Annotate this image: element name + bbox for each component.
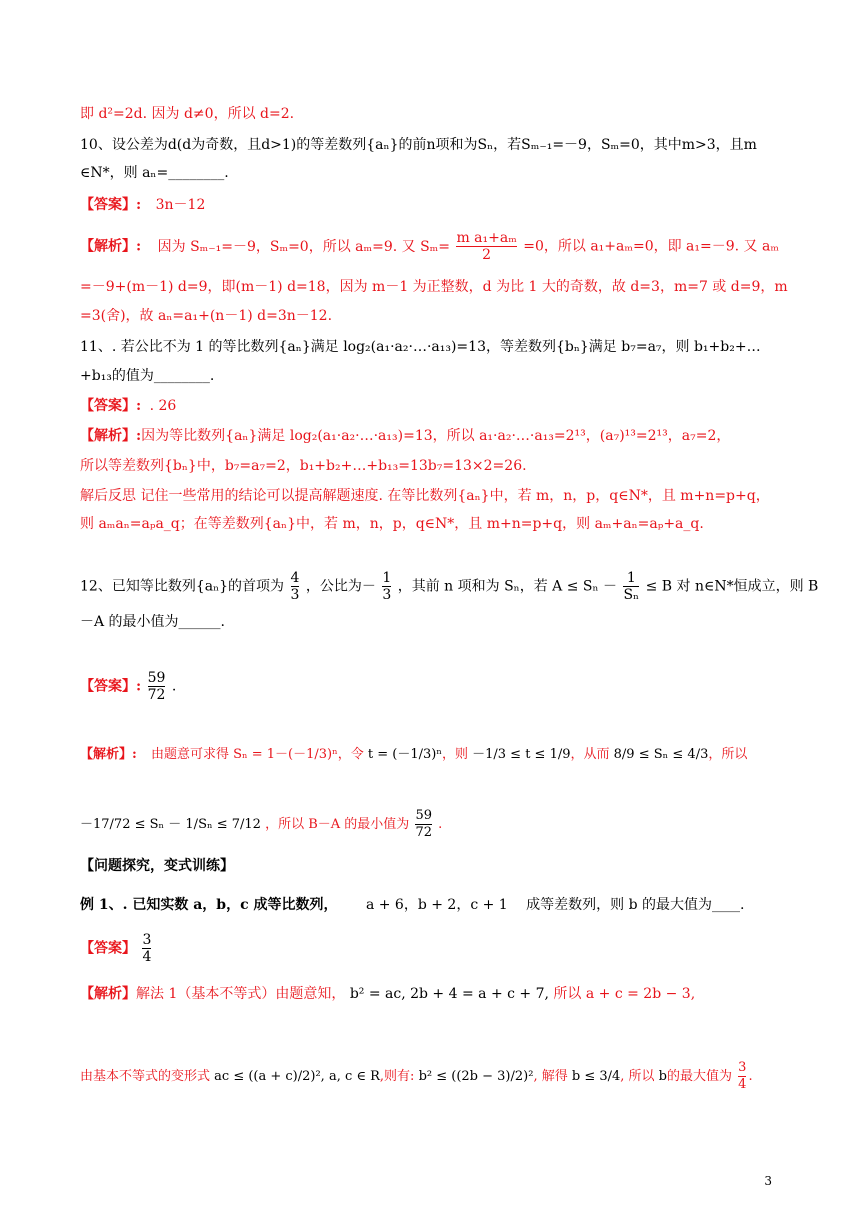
math-expression: －1/3 ≤ t ≤ 1/9 [472,747,571,762]
answer-value: . 26 [149,398,177,414]
ex1-solution-line2: 由基本不等式的变形式 ac ≤ ((a + c)/2)², a, c ∈ R,则有: b² ≤ ((2b − 3)/2)², 解得 b ≤ 3/4, 所以 b的最大值为 $\frac{3}{4}$ . [80,1060,753,1092]
solution-text: 因为 Sₘ₋₁=－9，Sₘ=0，所以 aₘ=9. 又 Sₘ= [157,238,450,255]
q11-solution-line3: 解后反思 记住一些常用的结论可以提高解题速度. 在等比数列{aₙ}中，若 m，n，p，q∈N*，且 m+n=p+q， [80,488,770,504]
solution-text: =0，所以 a₁+aₘ=0，即 a₁=－9. 又 aₘ [523,238,779,255]
math-expression: ac ≤ ((a + c)/2)², a, c ∈ R [214,1069,380,1084]
math-expression: 8/9 ≤ Sₙ ≤ 4/3 [613,747,709,762]
answer-label: 【答案】 [80,940,136,957]
math-expression: b² = ac, 2b + 4 = a + c + 7, [349,986,549,1002]
ex1-answer [80,932,153,965]
solution-text: ，所以 B－A 的最小值为 [265,817,410,832]
answer-label: 【答案】: [80,678,142,695]
question-text: ≤ B 对 n∈N*恒成立，则 B [645,578,819,595]
q11-solution-line2: 所以等差数列{bₙ}中，b₇=a₇=2，b₁+b₂+…+b₁₃=13b₇=13×2=26. [80,458,527,474]
q12-answer: 【答案】: $\frac{59}{72}$ . [80,670,177,703]
solution-label: 【解析】: [80,747,137,762]
fraction: $\frac{59}{72}$ [415,808,432,840]
math-expression: b ≤ 3/4 [571,1069,621,1084]
ex1-solution-line1 [80,984,695,1004]
page-number: 3 [764,1174,772,1188]
solution-label: 【解析】: [80,428,142,444]
fraction: $\frac{1}{3}$ [382,570,392,603]
q10-answer [80,195,205,215]
q10-line2: ∈N*，则 aₙ=________. [80,165,229,181]
q10-solution-line1 [80,230,779,263]
answer-fraction: $\frac{3}{4}$ [142,932,152,965]
solution-text: 所以 a + c = 2b − 3, [553,986,696,1002]
fraction: $\frac{1}{\text{Sₙ}}$ [623,570,640,603]
fraction: $\frac{\text{m a₁+aₘ}}{2}$ [456,230,517,263]
q11-solution-line4: 则 aₘaₙ=aₚa_q；在等差数列{aₙ}中，若 m，n，p，q∈N*，且 m+n=p+q，则 aₘ+aₙ=aₚ+a_q. [80,516,704,532]
q11-line1: 11、. 若公比不为 1 的等比数列{aₙ}满足 log₂(a₁·a₂·…·a₁₃)=13，等差数列{bₙ}满足 b₇=a₇，则 b₁+b₂+… [80,339,761,355]
q11-solution-line1 [80,426,730,446]
solution-label: 【解析】: [80,238,142,255]
q10-solution-line2: =－9+(m－1) d=9，即(m－1) d=18，因为 m－1 为正整数，d 为比 1 大的奇数，故 d=3，m=7 或 d=9，m [80,279,788,295]
solution-text: 解法 1（基本不等式）由题意知， [136,986,346,1002]
question-text: ，其前 n 项和为 Sₙ，若 A ≤ Sₙ － [397,578,618,595]
q12-solution-line2: －17/72 ≤ Sₙ － 1/Sₙ ≤ 7/12 ，所以 B－A 的最小值为 $\frac{59}{72}$ . [80,808,443,840]
q12-solution-line1: 【解析】: 由题意可求得 Sₙ = 1－(－1/3)ⁿ，令 t = (－1/3)ⁿ，则 －1/3 ≤ t ≤ 1/9，从而 8/9 ≤ Sₙ ≤ 4/3，所以 [80,747,748,762]
ex1-line1 [80,895,744,915]
q11-answer [80,396,176,416]
fraction: $\frac{4}{3}$ [290,570,300,603]
answer-label: 【答案】: [80,197,142,213]
math-expression: a + 6，b + 2，c + 1 [365,897,508,913]
question-text: 成等差数列，则 b 的最大值为____. [526,897,745,913]
question-text: ，公比为－ [305,578,376,595]
solution-text: 由基本不等式的变形式 [80,1069,211,1084]
answer-value: 3n－12 [155,197,206,213]
fraction: $\frac{3}{4}$ [738,1060,747,1092]
q10-line1: 10、设公差为d(d为奇数，且d>1)的等差数列{aₙ}的前n项和为Sₙ，若Sₘ₋₁=－9，Sₘ=0，其中m>3，且m [80,137,757,153]
q11-line2: +b₁₃的值为________. [80,368,215,384]
solution-text: 因为等比数列{aₙ}满足 log₂(a₁·a₂·…·a₁₃)=13，所以 a₁·a₂·…·a₁₃=2¹³，(a₇)¹³=2¹³，a₇=2， [141,428,731,444]
math-expression: －17/72 ≤ Sₙ － 1/Sₙ ≤ 7/12 [80,817,261,832]
question-text: 12、已知等比数列{aₙ}的首项为 [80,578,285,595]
q12-line1 [80,570,818,603]
q12-line2: －A 的最小值为______. [80,614,226,630]
solution-text: 由题意可求得 Sₙ = 1－(－1/3)ⁿ，令 [150,747,364,762]
math-expression: b [658,1069,667,1084]
math-expression: t = (－1/3)ⁿ [367,747,442,762]
answer-fraction: $\frac{59}{72}$ [147,670,166,703]
answer-label: 【答案】: [80,398,142,414]
q10-solution-line3: =3(舍)，故 aₙ=a₁+(n－1) d=3n－12. [80,308,333,324]
math-expression: b² ≤ ((2b − 3)/2)² [418,1069,534,1084]
section-heading: 【问题探究，变式训练】 [80,858,234,874]
line-top: 即 d²=2d. 因为 d≠0，所以 d=2. [80,106,295,122]
solution-label: 【解析】 [80,986,136,1002]
question-text: 例 1、. 已知实数 a，b，c 成等比数列， [80,897,338,913]
